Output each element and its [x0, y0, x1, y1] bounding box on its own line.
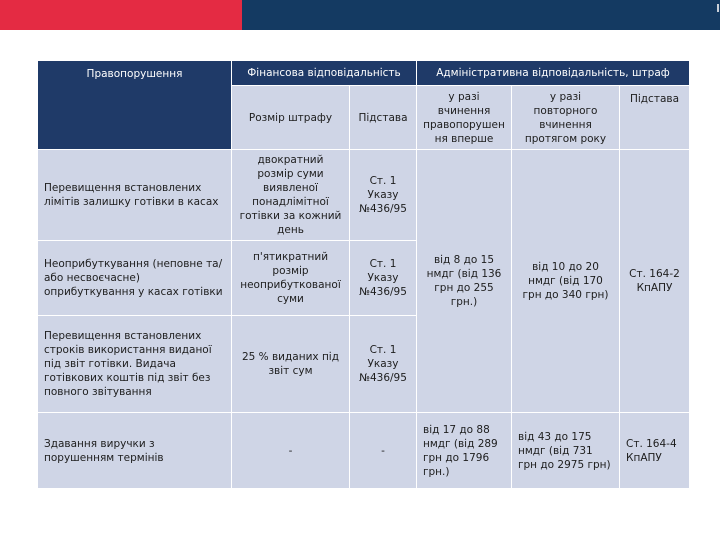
header-admin: Адміністративна відповідальність, штраф	[417, 61, 690, 86]
top-banner-navy	[242, 0, 720, 30]
header-offence: Правопорушення	[38, 61, 232, 150]
header-financial: Фінансова відповідальність	[232, 61, 417, 86]
subheader-basis-fin: Підстава	[350, 86, 417, 150]
table-row	[38, 413, 690, 489]
row-offence: Перевищення встановлених строків використання виданої під звіт готівки. Видача готівкових коштів під звіт без повного звітування	[38, 316, 232, 413]
table-row	[38, 150, 690, 241]
top-banner-red	[0, 0, 242, 30]
merged-admin-repeat: від 10 до 20 нмдг (від 170 грн до 340 грн)	[512, 150, 620, 413]
header-row	[38, 61, 690, 86]
row-admin-repeat: від 43 до 175 нмдг (від 731 грн до 2975 грн)	[512, 413, 620, 489]
row-basis: -	[350, 413, 417, 489]
row-admin-basis: Ст. 164-4 КпАПУ	[620, 413, 690, 489]
row-fine: двократний розмір суми виявленої понадлімітної готівки за кожний день	[232, 150, 350, 241]
row-admin-first: від 17 до 88 нмдг (від 289 грн до 1796 грн.)	[417, 413, 512, 489]
row-basis: Ст. 1 Указу №436/95	[350, 316, 417, 413]
row-basis: Ст. 1 Указу №436/95	[350, 241, 417, 316]
subheader-first-time: у разі вчинення правопорушен ня вперше	[417, 86, 512, 150]
subheader-repeated: у разі повторного вчинення протягом року	[512, 86, 620, 150]
row-fine: п'ятикратний розмір неоприбуткованої суми	[232, 241, 350, 316]
row-offence: Здавання виручки з порушенням термінів	[38, 413, 232, 489]
merged-admin-basis: Ст. 164-2 КпАПУ	[620, 150, 690, 413]
row-basis: Ст. 1 Указу №436/95	[350, 150, 417, 241]
row-offence: Перевищення встановлених лімітів залишку готівки в касах	[38, 150, 232, 241]
liability-table	[37, 60, 690, 489]
row-fine: -	[232, 413, 350, 489]
subheader-fine-amount: Розмір штрафу	[232, 86, 350, 150]
row-offence: Неоприбуткування (неповне та/або несвоєчасне) оприбуткування у касах готівки	[38, 241, 232, 316]
merged-admin-first: від 8 до 15 нмдг (від 136 грн до 255 грн.)	[417, 150, 512, 413]
edge-mark	[717, 4, 719, 12]
row-fine: 25 % виданих під звіт сум	[232, 316, 350, 413]
subheader-basis-admin: Підстава	[620, 86, 690, 150]
